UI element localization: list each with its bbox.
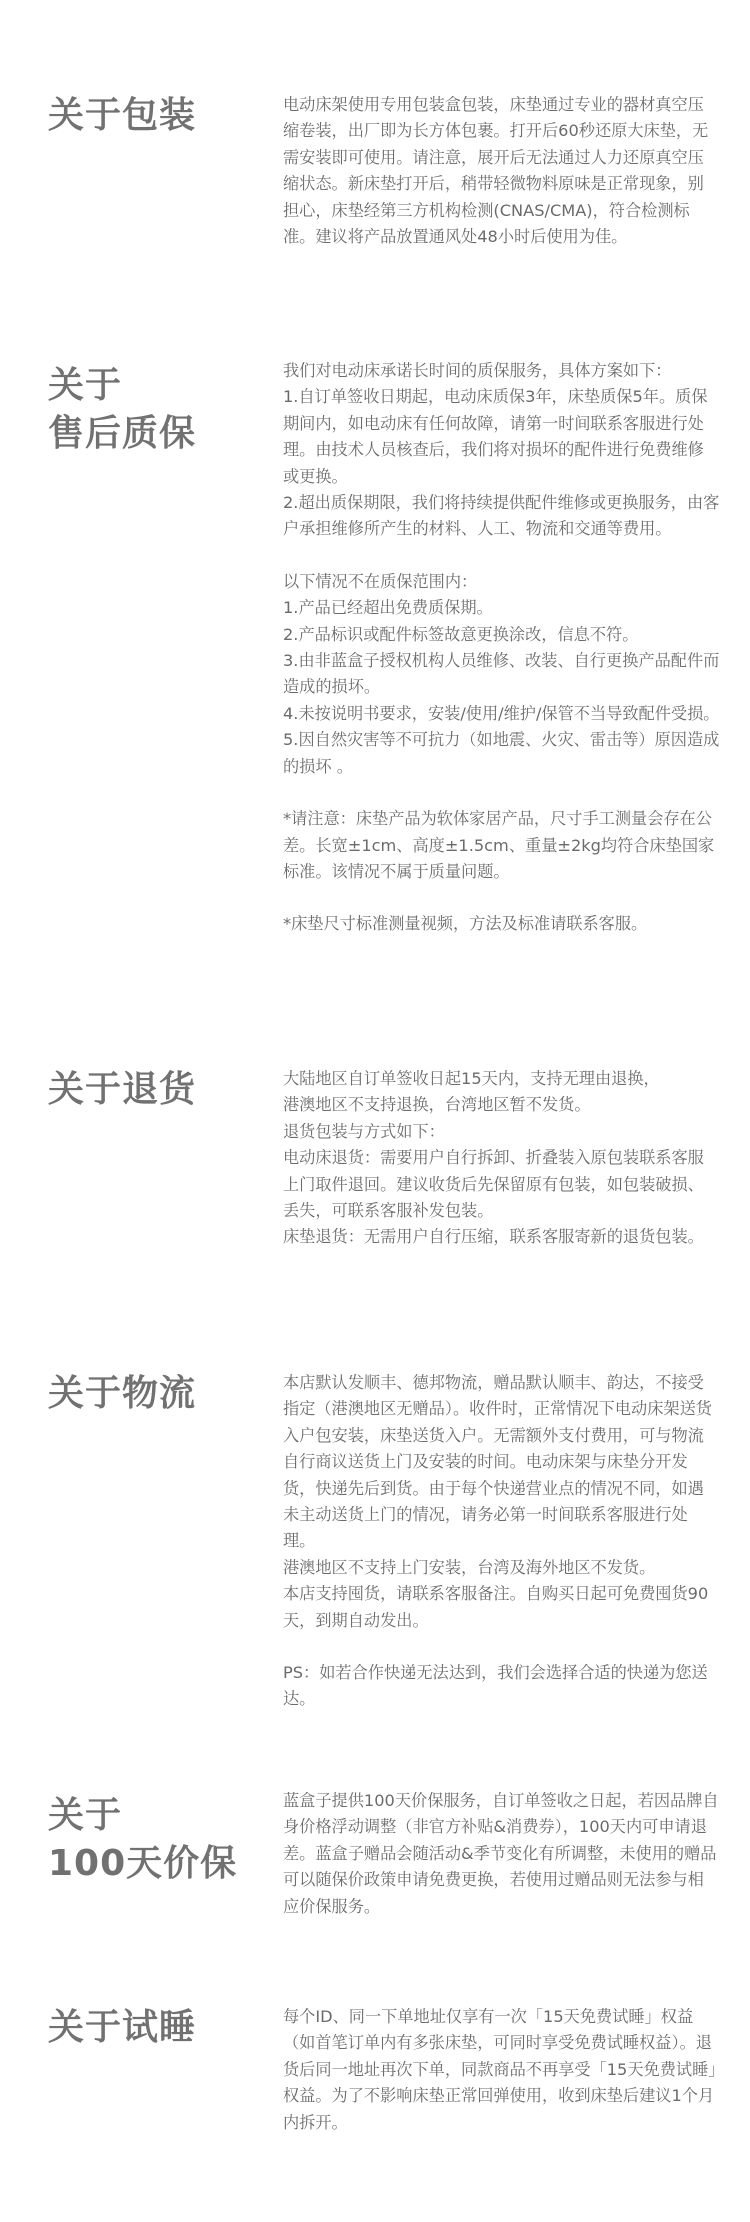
paragraph-line: 本店支持囤货，请联系客服备注。自购买日起可免费囤货90天，到期自动发出。 [283, 1584, 709, 1630]
paragraph-gap [283, 1634, 720, 1660]
section-title-line: 关于物流 [48, 1373, 197, 1414]
section-title-line: 关于包装 [48, 95, 197, 136]
section-body [283, 1370, 720, 1713]
paragraph-line: 我们对电动床承诺长时间的质保服务，具体方案如下： [283, 361, 672, 380]
section-title-line: 关于 [48, 365, 123, 406]
paragraph-gap [283, 780, 720, 806]
paragraph-line: 每个ID、同一下单地址仅享有一次「15天免费试睡」权益（如首笔订单内有多张床垫，可同时享受免费试睡权益）。退货后同一地址再次下单，同款商品不再享受「15天免费试睡」权益。为了不影响床垫正常回弹使用，收到床垫后建议1个月内拆开。 [283, 2007, 717, 2132]
paragraph-line: 港澳地区不支持退换，台湾地区暂不发货。 [283, 1095, 591, 1115]
section-title [48, 1066, 278, 1114]
paragraph-line: 以下情况不在质保范围内： [283, 571, 478, 591]
paragraph-line: 2.产品标识或配件标签故意更换涂改，信息不符。 [283, 624, 639, 644]
paragraph-line: 1.自订单签收日期起，电动床质保3年，床垫质保5年。质保期间内，如电动床有任何故障，请第一时间联系客服进行处理。由技术人员核查后，我们将对损坏的配件进行免费维修或更换。 [283, 387, 708, 486]
paragraph-line: 退货包装与方式如下： [283, 1121, 445, 1141]
paragraph-line: 本店默认发顺丰、德邦物流，赠品默认顺丰、韵达，不接受指定（港澳地区无赠品）。收件时，正常情况下电动床架送货入户包安装，床垫送货入户。无需额外支付费用，可与物流自行商议送货上门及安装的时间。电动床架与床垫分开发货，快递先后到货。由于每个快递营业点的情况不同，如遇未主动送货上门的情况，请务必第一时间联系客服进行处理。 [283, 1373, 712, 1551]
section-title [48, 1370, 278, 1418]
section-title-line: 关于退货 [48, 1069, 197, 1110]
section-title-line: 100天价保 [48, 1843, 238, 1884]
paragraph-line: 2.超出质保期限，我们将持续提供配件维修或更换服务，由客户承担维修所产生的材料、人工、物流和交通等费用。 [283, 493, 720, 539]
paragraph-line: 电动床退货：需要用户自行拆卸、折叠装入原包装联系客服上门取件退回。建议收货后先保留原有包装，如包装破损、丢失，可联系客服补发包装。 [283, 1148, 704, 1221]
paragraph-gap [283, 885, 720, 911]
section-title-line: 关于试睡 [48, 2007, 197, 2048]
section-body [283, 1788, 720, 1920]
section-body [283, 1066, 720, 1251]
section-title [48, 2004, 278, 2052]
paragraph-line: 大陆地区自订单签收日起15天内，支持无理由退换， [283, 1069, 660, 1088]
section-body [283, 2004, 720, 2136]
section-title-line: 售后质保 [48, 413, 197, 454]
paragraph-line: 蓝盒子提供100天价保服务，自订单签收之日起，若因品牌自身价格浮动调整（非官方补贴&消费券），100天内可申请退差。蓝盒子赠品会随活动&季节变化有所调整，未使用的赠品可以随保价政策申请免费更换，若使用过赠品则无法参与相应价保服务。 [283, 1791, 719, 1916]
paragraph-line: PS：如若合作快递无法达到，我们会选择合适的快递为您送达。 [283, 1663, 708, 1709]
paragraph-line: 港澳地区不支持上门安装，台湾及海外地区不发货。 [283, 1557, 656, 1577]
paragraph-line: 3.由非蓝盒子授权机构人员维修、改装、自行更换产品配件而造成的损坏。 [283, 651, 720, 697]
paragraph-line: 床垫退货：无需用户自行压缩，联系客服寄新的退货包装。 [283, 1227, 704, 1247]
paragraph-line: *请注意：床垫产品为软体家居产品，尺寸手工测量会存在公差。长宽±1cm、高度±1.5cm、重量±2kg均符合床垫国家标准。该情况不属于质量问题。 [283, 809, 715, 881]
section-body [283, 92, 720, 250]
paragraph-line: 电动床架使用专用包装盒包装，床垫通过专业的器材真空压缩卷装，出厂即为长方体包裹。打开后60秒还原大床垫，无需安装即可使用。请注意，展开后无法通过人力还原真空压缩状态。新床垫打开后，稍带轻微物料原味是正常现象，别担心，床垫经第三方机构检测(CNAS/CMA)，符合检测标准。建议将产品放置通风处48小时后使用为佳。 [283, 95, 709, 247]
paragraph-line: *床垫尺寸标准测量视频，方法及标准请联系客服。 [283, 914, 648, 934]
section-body [283, 358, 720, 938]
section-title-line: 关于 [48, 1795, 123, 1836]
paragraph-gap [283, 543, 720, 569]
section-title [48, 1792, 278, 1888]
section-title [48, 92, 278, 140]
paragraph-line: 1.产品已经超出免费质保期。 [283, 598, 493, 618]
paragraph-line: 5.因自然灾害等不可抗力（如地震、火灾、雷击等）原因造成的损坏 。 [283, 730, 720, 776]
paragraph-line: 4.未按说明书要求，安装/使用/维护/保管不当导致配件受损。 [283, 703, 720, 723]
section-title [48, 362, 278, 458]
